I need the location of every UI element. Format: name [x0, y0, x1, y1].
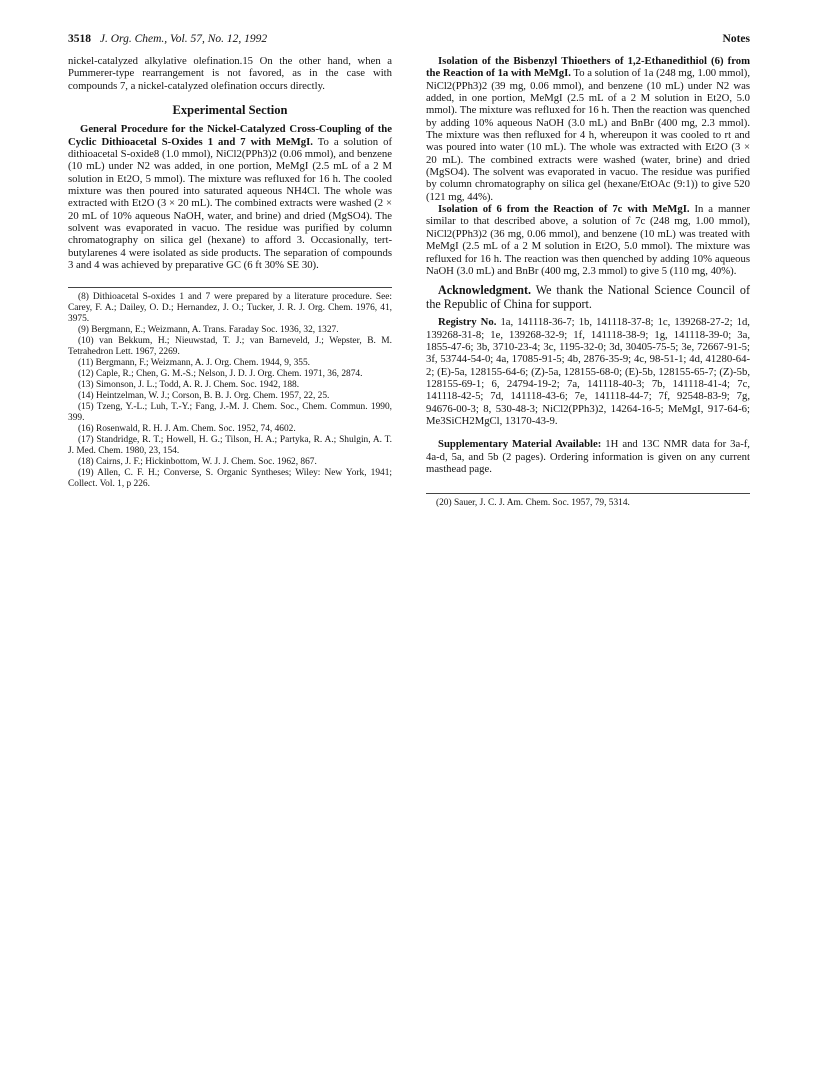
right-references-divider — [426, 493, 750, 494]
general-procedure-paragraph — [68, 123, 392, 271]
experimental-section-title: Experimental Section — [172, 103, 288, 118]
intro-paragraph: nickel-catalyzed alkylative olefination.15 On the other hand, when a Pummerer-type rearrangement is not favored, as in the case with compounds 7, a nickel-catalyzed olefination occurs directly. — [68, 55, 392, 92]
registry-body: 1a, 141118-36-7; 1b, 141118-37-8; 1c, 139268-27-2; 1d, 139268-31-8; 1e, 139268-32-9; 1f, 141118-38-9; 1g, 141118-39-0; 3a, 1855-47-6; 3b, 3710-23-4; 3c, 1195-32-0; 3d, 30405-75-5; 3e, 72667-91-5; 3f, 53744-54-0; 4a, 17085-91-5; 4b, 2876-35-9; 4c, 98-51-1; 4d, 41280-64-2; (E)-5a, 128155-64-6; (Z)-5a, 128155-68-0; (E)-5b, 128155-65-7; (Z)-5b, 128155-69-1; 6, 24794-19-2; 7a, 141118-40-3; 7b, 141118-41-4; 7c, 141118-42-5; 7d, 141118-43-6; 7e, 141118-44-7; 7f, 92548-83-9; 7g, 94676-00-3; 8, 530-48-3; NiCl2(PPh3)2, 14264-16-5; MeMgI, 917-64-6; Me3SiCH2MgCl, 13170-43-9. — [426, 316, 750, 427]
supplementary-heading: Supplementary Material Available: — [438, 438, 602, 451]
left-references — [68, 287, 392, 490]
reference-9: (9) Bergmann, E.; Weizmann, A. Trans. Faraday Soc. 1936, 32, 1327. — [78, 324, 339, 335]
isolation-7c-heading: Isolation of 6 from the Reaction of 7c with MeMgI. — [438, 203, 690, 216]
isolation-7c-paragraph — [426, 203, 750, 277]
journal-citation: J. Org. Chem., Vol. 57, No. 12, 1992 — [99, 33, 268, 45]
isolation-bisbenzyl-paragraph — [426, 55, 750, 203]
reference-12: (12) Caple, R.; Chen, G. M.-S.; Nelson, J. D. J. Org. Chem. 1971, 36, 2874. — [78, 368, 363, 379]
acknowledgment-body: We thank the National Science Council of the Republic of China for support. — [426, 283, 750, 312]
reference-11: (11) Bergmann, F.; Weizmann, A. J. Org. Chem. 1944, 9, 355. — [78, 357, 310, 368]
reference-13: (13) Simonson, J. L.; Todd, A. R. J. Chem. Soc. 1942, 188. — [78, 379, 300, 390]
acknowledgment-paragraph — [426, 283, 750, 311]
general-procedure-heading: General Procedure for the Nickel-Catalyzed Cross-Coupling of the Cyclic Dithioacetal S-Oxides 1 and 7 with MeMgI. — [68, 123, 392, 148]
registry-heading: Registry No. — [438, 316, 497, 329]
references-divider — [68, 287, 392, 288]
isolation-bisbenzyl-body: To a solution of 1a (248 mg, 1.00 mmol), NiCl2(PPh3)2 (39 mg, 0.06 mmol), and benzene (10 mL) under N2 was added, in one portion, MeMgI (2.5 mL of a 2 M solution in Et2O, 5.0 mmol). The mixture was refluxed for 16 h. Then the reaction was quenched by adding 10% aqueous NaOH (3.0 mL) and BnBr (400 mg, 2.3 mmol). The mixture was then refluxed for 4 h, whereupon it was cooled to rt and was poured into water (10 mL). The whole was extracted with Et2O (3 × 20 mL). The combined extracts were washed (water, brine) and dried (MgSO4). The solvent was evaporated in vacuo. The residue was purified by column chromatography on silica gel (hexane/EtOAc (9:1)) to give 520 (121 mg, 44%). — [426, 67, 750, 203]
left-column — [68, 55, 392, 490]
page-header — [68, 33, 750, 49]
acknowledgment-heading: Acknowledgment. — [438, 283, 532, 298]
registry-paragraph — [426, 316, 750, 427]
general-procedure-body: To a solution of dithioacetal S-oxide8 (1.0 mmol), NiCl2(PPh3)2 (0.06 mmol), and benzene (10 mL) under N2 was added, in one portion, MeMgI (2.5 mL of a 2 M solution in Et2O, 5 mmol). The mixture was refluxed for 16 h. The cooled mixture was then poured into saturated aqueous NH4Cl. The whole was extracted with Et2O (3 × 20 mL). The combined extracts were washed (2 × 20 mL of 10% aqueous NaOH, water, and brine) and dried (MgSO4). The solvent was evaporated in vacuo. The residue was purified by column chromatography on silica gel (hexane) to afford 3. Occasionally, tert-butylarenes 4 were isolated as side products. The separation of compounds 3 and 4 was achieved by preparative GC (6 ft 30% SE 30). — [68, 135, 393, 272]
right-references — [426, 493, 750, 509]
supplementary-body: 1H and 13C NMR data for 3a-f, 4a-d, 5a, and 5b (2 pages). Ordering information is given on any current masthead page. — [426, 438, 750, 475]
reference-16: (16) Rosenwald, R. H. J. Am. Chem. Soc. 1952, 74, 4602. — [78, 423, 296, 434]
isolation-7c-body: In a manner similar to that described above, a solution of 7c (248 mg, 1.00 mmol), NiCl2(PPh3)2 (36 mg, 0.06 mmol), and benzene (10 mL) was treated with MeMgI (2.5 mL of a 2 M solution in Et2O, 5.0 mmol). The mixture was refluxed for 16 h. The reaction was then quenched by adding 10% aqueous NaOH (3.0 mL) and BnBr (400 mg, 2.3 mmol) to give 5 (110 mg, 40%). — [426, 203, 750, 277]
reference-15: (15) Tzeng, Y.-L.; Luh, T.-Y.; Fang, J.-M. J. Chem. Soc., Chem. Commun. 1990, 399. — [68, 401, 392, 423]
page-number: 3518 — [68, 33, 91, 45]
reference-19: (19) Allen, C. F. H.; Converse, S. Organic Syntheses; Wiley: New York, 1941; Collect. Vol. 1, p 226. — [68, 467, 392, 489]
supplementary-paragraph — [426, 438, 750, 475]
section-label: Notes — [722, 33, 750, 45]
running-head — [68, 33, 267, 45]
reference-18: (18) Cairns, J. F.; Hickinbottom, W. J. J. Chem. Soc. 1962, 867. — [78, 456, 317, 467]
reference-20: (20) Sauer, J. C. J. Am. Chem. Soc. 1957, 79, 5314. — [436, 498, 630, 509]
reference-8: (8) Dithioacetal S-oxides 1 and 7 were prepared by a literature procedure. See: Carey, F. A.; Dailey, O. D.; Hernandez, J. O.; Tucker, J. R. J. Org. Chem. 1976, 41, 3975. — [68, 291, 392, 324]
reference-10: (10) van Bekkum, H.; Nieuwstad, T. J.; van Barneveld, J.; Wepster, B. M. Tetrahedron Lett. 1967, 2269. — [68, 335, 392, 357]
isolation-bisbenzyl-heading: Isolation of the Bisbenzyl Thioethers of 1,2-Ethanedithiol (6) from the Reaction of 1a with MeMgI. — [426, 55, 750, 80]
reference-14: (14) Heintzelman, W. J.; Corson, B. B. J. Org. Chem. 1957, 22, 25. — [78, 390, 330, 401]
right-column — [426, 55, 750, 509]
reference-17: (17) Standridge, R. T.; Howell, H. G.; Tilson, H. A.; Partyka, R. A.; Shulgin, A. T. J. Med. Chem. 1980, 23, 154. — [68, 434, 392, 456]
